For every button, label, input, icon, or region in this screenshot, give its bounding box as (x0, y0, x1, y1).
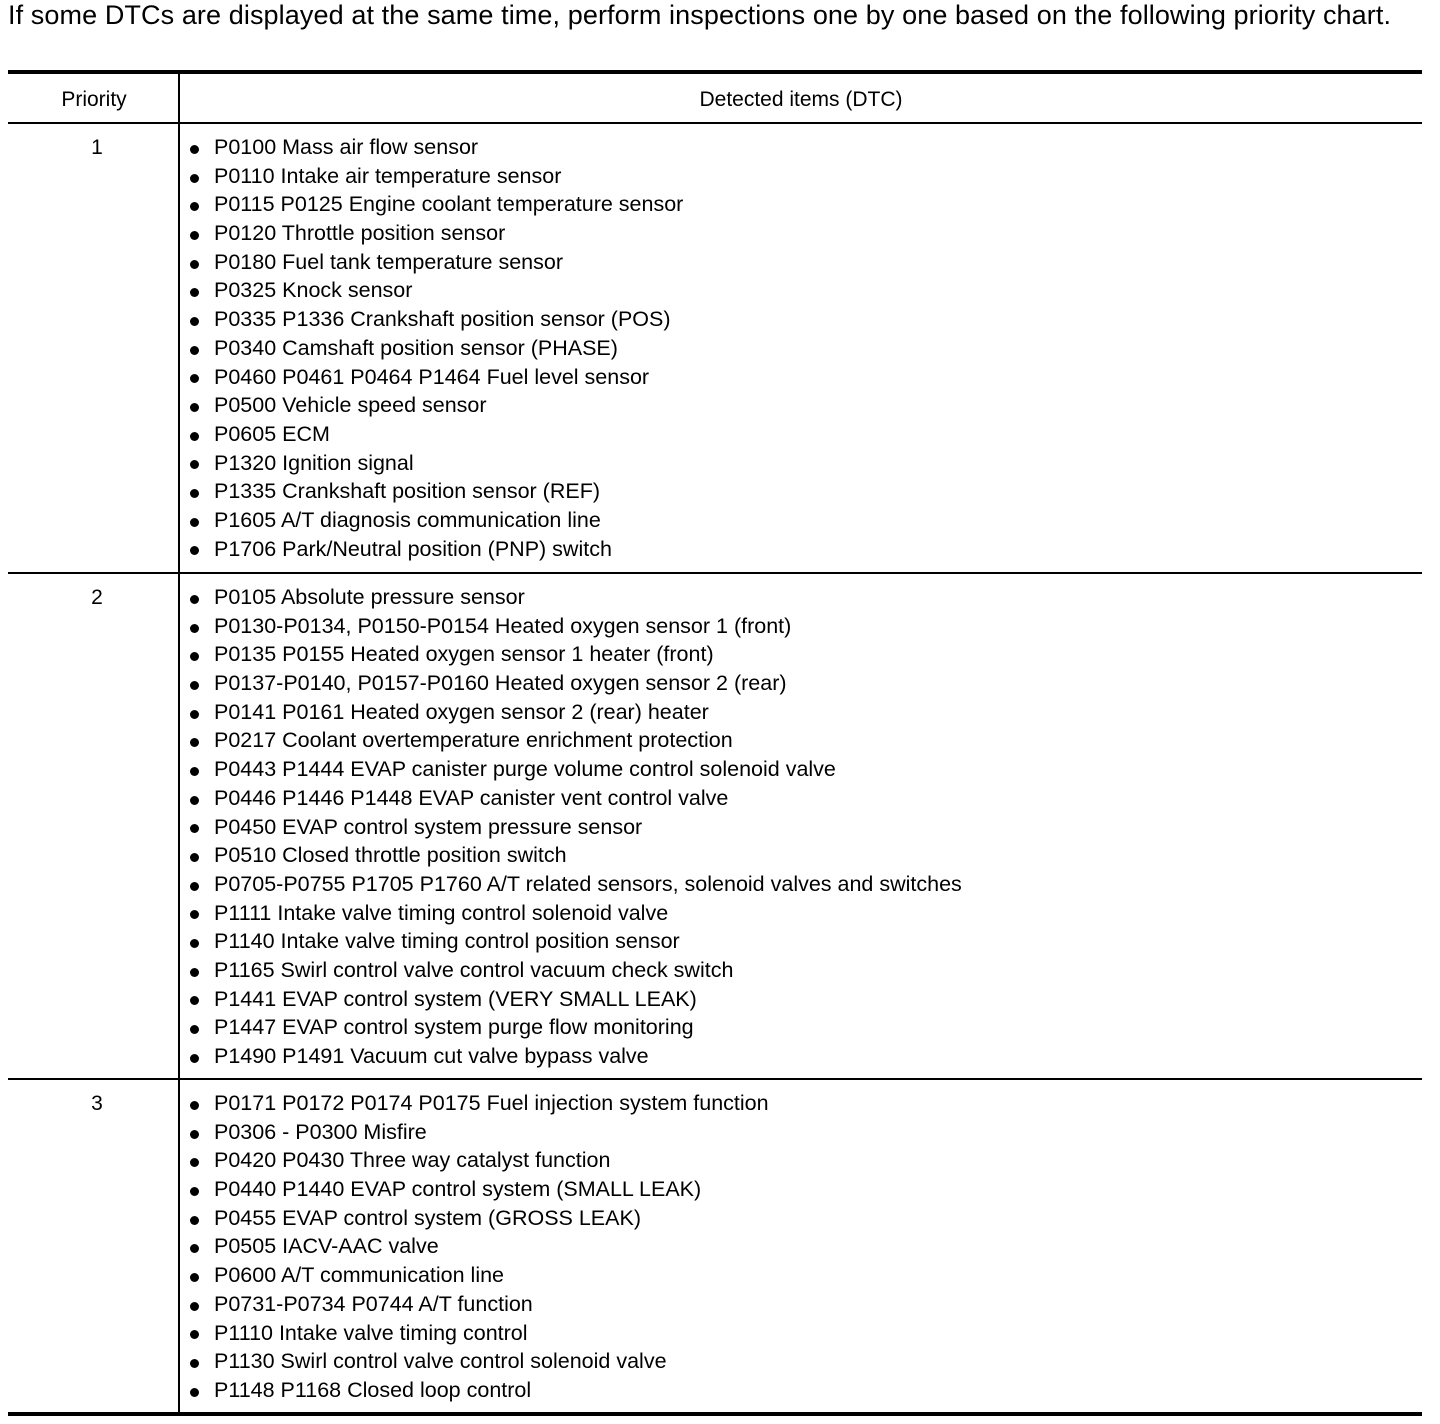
list-item: P1110 Intake valve timing control (190, 1319, 769, 1348)
bullet-icon (190, 174, 199, 183)
bullet-icon (190, 1330, 199, 1339)
bullet-icon (190, 489, 199, 498)
header-priority: Priority (61, 88, 127, 111)
list-item: P0446 P1446 P1448 EVAP canister vent control valve (190, 784, 962, 813)
bullet-icon (190, 882, 199, 891)
list-item: P0141 P0161 Heated oxygen sensor 2 (rear) heater (190, 698, 962, 727)
list-item: P0135 P0155 Heated oxygen sensor 1 heater (front) (190, 640, 962, 669)
list-item: P1441 EVAP control system (VERY SMALL LEAK) (190, 985, 962, 1014)
priority-3-items (190, 1089, 769, 1405)
list-item: P1165 Swirl control valve control vacuum check switch (190, 956, 962, 985)
bullet-icon (190, 624, 199, 633)
list-item: P0105 Absolute pressure sensor (190, 583, 962, 612)
list-item: P0110 Intake air temperature sensor (190, 162, 683, 191)
table-bottom-rule (8, 1412, 1422, 1416)
bullet-icon (190, 710, 199, 719)
priority-2-items (190, 583, 962, 1071)
list-item: P0500 Vehicle speed sensor (190, 391, 683, 420)
list-item: P0510 Closed throttle position switch (190, 841, 962, 870)
bullet-icon (190, 317, 199, 326)
bullet-icon (190, 403, 199, 412)
list-item: P0450 EVAP control system pressure sensor (190, 813, 962, 842)
bullet-icon (190, 374, 199, 383)
row-1-bottom-rule (8, 572, 1422, 574)
list-item: P0335 P1336 Crankshaft position sensor (POS) (190, 305, 683, 334)
list-item: P1140 Intake valve timing control position sensor (190, 927, 962, 956)
priority-1: 1 (91, 136, 103, 159)
bullet-icon (190, 1359, 199, 1368)
bullet-icon (190, 432, 199, 441)
intro-paragraph: If some DTCs are displayed at the same time, perform inspections one by one based on the following priority chart. (8, 0, 1392, 30)
bullet-icon (190, 288, 199, 297)
bullet-icon (190, 231, 199, 240)
bullet-icon (190, 1101, 199, 1110)
bullet-icon (190, 1244, 199, 1253)
bullet-icon (190, 1158, 199, 1167)
list-item: P0115 P0125 Engine coolant temperature sensor (190, 190, 683, 219)
list-item: P0306 - P0300 Misfire (190, 1118, 769, 1147)
list-item: P0731-P0734 P0744 A/T function (190, 1290, 769, 1319)
bullet-icon (190, 546, 199, 555)
list-item: P0443 P1444 EVAP canister purge volume control solenoid valve (190, 755, 962, 784)
list-item: P1447 EVAP control system purge flow monitoring (190, 1013, 962, 1042)
header-bottom-rule (8, 122, 1422, 124)
bullet-icon (190, 652, 199, 661)
bullet-icon (190, 1054, 199, 1063)
bullet-icon (190, 738, 199, 747)
bullet-icon (190, 1302, 199, 1311)
list-item: P1148 P1168 Closed loop control (190, 1376, 769, 1405)
list-item: P0600 A/T communication line (190, 1261, 769, 1290)
list-item: P0605 ECM (190, 420, 683, 449)
bullet-icon (190, 996, 199, 1005)
list-item: P1335 Crankshaft position sensor (REF) (190, 477, 683, 506)
list-item: P0455 EVAP control system (GROSS LEAK) (190, 1204, 769, 1233)
list-item: P0180 Fuel tank temperature sensor (190, 248, 683, 277)
list-item: P1605 A/T diagnosis communication line (190, 506, 683, 535)
bullet-icon (190, 1130, 199, 1139)
list-item: P1320 Ignition signal (190, 449, 683, 478)
bullet-icon (190, 202, 199, 211)
bullet-icon (190, 1216, 199, 1225)
bullet-icon (190, 910, 199, 919)
bullet-icon (190, 595, 199, 604)
list-item: P1130 Swirl control valve control solenoid valve (190, 1347, 769, 1376)
bullet-icon (190, 968, 199, 977)
table-top-rule (8, 70, 1422, 74)
bullet-icon (190, 1187, 199, 1196)
list-item: P0460 P0461 P0464 P1464 Fuel level sensor (190, 363, 683, 392)
list-item: P0130-P0134, P0150-P0154 Heated oxygen sensor 1 (front) (190, 612, 962, 641)
bullet-icon (190, 853, 199, 862)
list-item: P0420 P0430 Three way catalyst function (190, 1146, 769, 1175)
list-item: P0217 Coolant overtemperature enrichment protection (190, 726, 962, 755)
bullet-icon (190, 518, 199, 527)
bullet-icon (190, 145, 199, 154)
list-item: P0440 P1440 EVAP control system (SMALL LEAK) (190, 1175, 769, 1204)
list-item: P1111 Intake valve timing control solenoid valve (190, 899, 962, 928)
column-divider (178, 73, 180, 1412)
bullet-icon (190, 1273, 199, 1282)
bullet-icon (190, 260, 199, 269)
bullet-icon (190, 460, 199, 469)
bullet-icon (190, 796, 199, 805)
list-item: P0340 Camshaft position sensor (PHASE) (190, 334, 683, 363)
bullet-icon (190, 346, 199, 355)
bullet-icon (190, 767, 199, 776)
bullet-icon (190, 1388, 199, 1397)
list-item: P0120 Throttle position sensor (190, 219, 683, 248)
list-item: P0100 Mass air flow sensor (190, 133, 683, 162)
list-item: P1706 Park/Neutral position (PNP) switch (190, 535, 683, 564)
list-item: P0325 Knock sensor (190, 276, 683, 305)
list-item: P0505 IACV-AAC valve (190, 1232, 769, 1261)
bullet-icon (190, 939, 199, 948)
list-item: P0171 P0172 P0174 P0175 Fuel injection system function (190, 1089, 769, 1118)
list-item: P0705-P0755 P1705 P1760 A/T related sensors, solenoid valves and switches (190, 870, 962, 899)
bullet-icon (190, 824, 199, 833)
row-2-bottom-rule (8, 1078, 1422, 1080)
priority-1-items (190, 133, 683, 563)
header-detected-items: Detected items (DTC) (699, 88, 903, 111)
bullet-icon (190, 681, 199, 690)
list-item: P1490 P1491 Vacuum cut valve bypass valve (190, 1042, 962, 1071)
priority-3: 3 (91, 1092, 103, 1115)
list-item: P0137-P0140, P0157-P0160 Heated oxygen sensor 2 (rear) (190, 669, 962, 698)
bullet-icon (190, 1025, 199, 1034)
priority-2: 2 (91, 586, 103, 609)
